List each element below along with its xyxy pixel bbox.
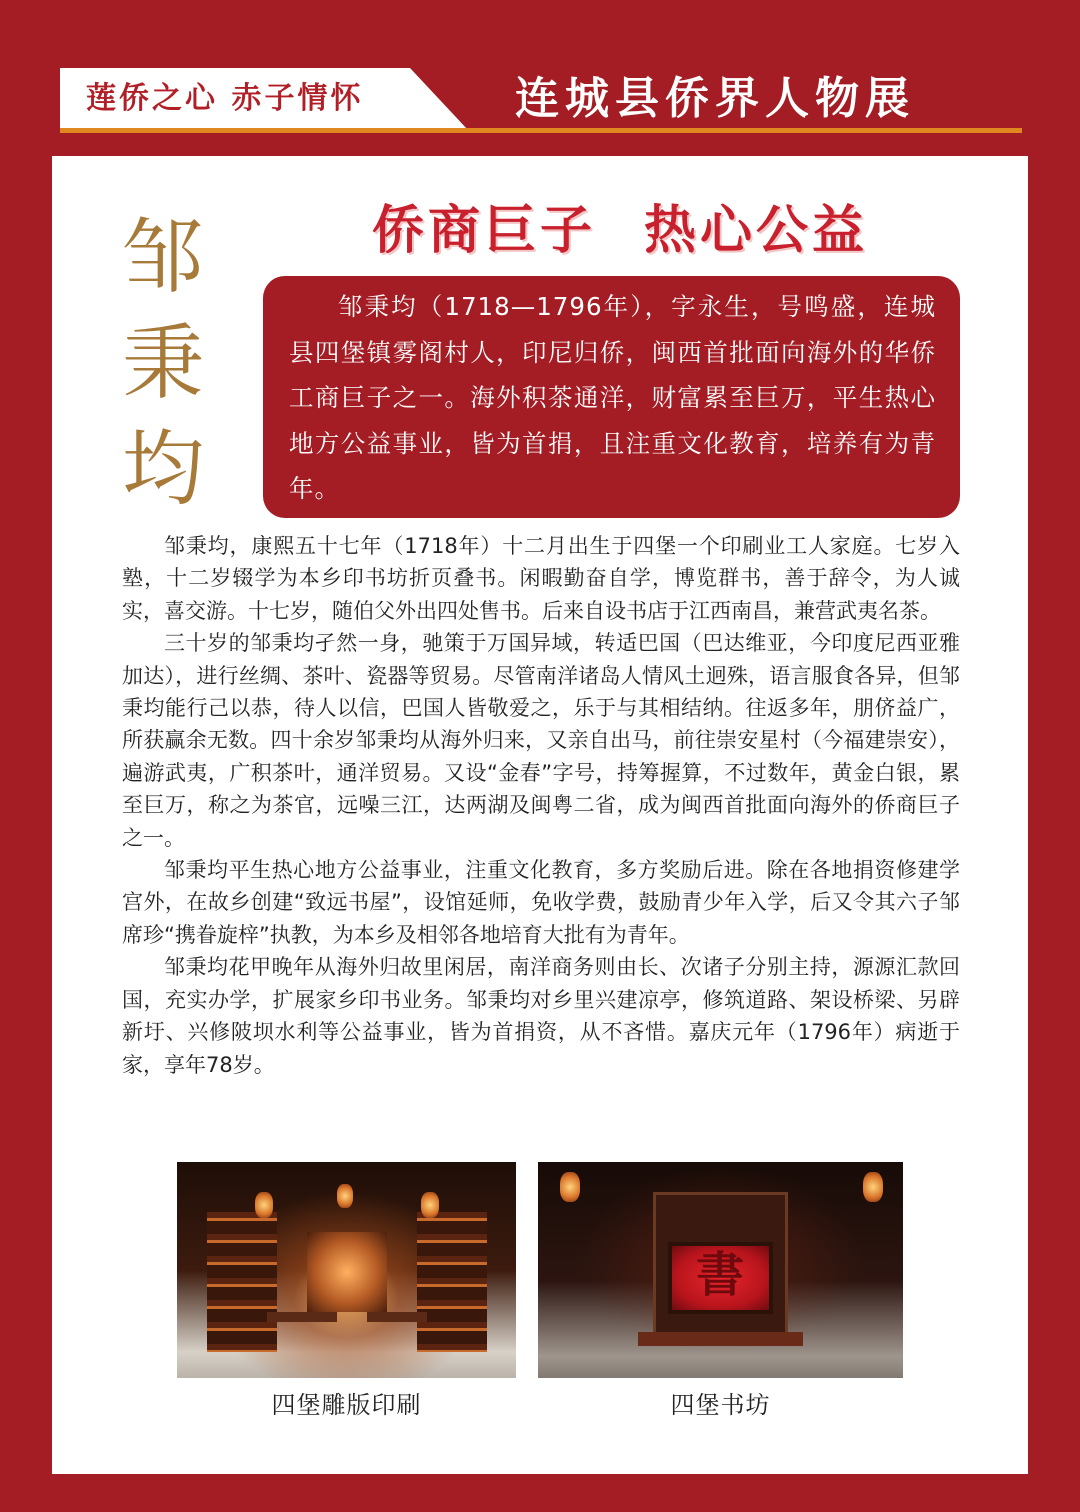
- person-name-char: 秉: [121, 316, 204, 411]
- person-name-char: 邹: [121, 210, 204, 305]
- table: [267, 1312, 337, 1322]
- lantern: [863, 1172, 883, 1202]
- lantern: [560, 1172, 580, 1202]
- summary-text: 邹秉均（1718—1796年），字永生，号鸣盛，连城县四堡镇雾阁村人，印尼归侨，闽西首批面向海外的华侨工商巨子之一。海外积茶通洋，财富累至巨万，平生热心地方公益事业，皆为首捐，且注重文化教育，培养有为青年。: [289, 292, 936, 503]
- person-name: [118, 205, 208, 523]
- subtitle-part1: 侨商巨子: [371, 200, 596, 261]
- lantern: [421, 1192, 439, 1218]
- shelf: [207, 1212, 277, 1352]
- header-title: 连城县侨界人物展: [515, 73, 915, 124]
- lantern: [255, 1192, 273, 1218]
- subtitle-part2: 热心公益: [644, 200, 869, 261]
- photo-printing-hall: [177, 1162, 516, 1378]
- shelf: [417, 1212, 487, 1352]
- plaque-char: 書: [696, 1247, 745, 1303]
- photo-caption: 四堡雕版印刷: [271, 1391, 422, 1419]
- photo-caption: 四堡书坊: [670, 1391, 771, 1419]
- biography-text: [122, 530, 960, 1081]
- person-name-char: 均: [121, 422, 204, 517]
- paragraph: 邹秉均平生热心地方公益事业，注重文化教育，多方奖励后进。除在各地捐资修建学宫外，在故乡创建“致远书屋”，设馆延师，免收学费，鼓励青少年入学，后又令其六子邹席珍“携眷旋梓”执教，为本乡及相邻各地培育大批有为青年。: [122, 858, 960, 947]
- header-divider: [60, 128, 1022, 133]
- paragraph: 三十岁的邹秉均孑然一身，驰策于万国异域，转适巴国（巴达维亚，今印度尼西亚雅加达），进行丝绸、茶叶、瓷器等贸易。尽管南洋诸岛人情风土迥殊，语言服食各异，但邹秉均能行己以恭，待人以信，巴国人皆敬爱之，乐于与其相结纳。往返多年，朋侪益广，所获赢余无数。四十余岁邹秉均从海外归来，又亲自出马，前往崇安星村（今福建崇安），遍游武夷，广积茶叶，通洋贸易。又设“金春”字号，持筹握算，不过数年，黄金白银，累至巨万，称之为茶官，远噪三江，达两湖及闽粤二省，成为闽西首批面向海外的侨商巨子之一。: [122, 631, 960, 850]
- table: [367, 1312, 427, 1322]
- table: [638, 1332, 803, 1346]
- photo-bookshop: [538, 1162, 903, 1378]
- header-slogan: 莲侨之心 赤子情怀: [86, 81, 364, 116]
- paragraph: 邹秉均，康熙五十七年（1718年）十二月出生于四堡一个印刷业工人家庭。七岁入塾，十二岁辍学为本乡印书坊折页叠书。闲暇勤奋自学，博览群书，善于辞令，为人诚实，喜交游。十七岁，随伯父外出四处售书。后来自设书店于江西南昌，兼营武夷名茶。: [122, 534, 960, 623]
- lantern: [337, 1184, 353, 1208]
- paragraph: 邹秉均花甲晚年从海外归故里闲居，南洋商务则由长、次诸子分别主持，源源汇款回国，充实办学，扩展家乡印书业务。邹秉均对乡里兴建凉亭，修筑道路、架设桥梁、另辟新圩、兴修陂坝水利等公益事业，皆为首捐资，从不吝惜。嘉庆元年（1796年）病逝于家，享年78岁。: [122, 955, 960, 1077]
- summary-box: [263, 276, 960, 518]
- doorway-glow: [307, 1232, 387, 1312]
- subtitle: [300, 188, 940, 263]
